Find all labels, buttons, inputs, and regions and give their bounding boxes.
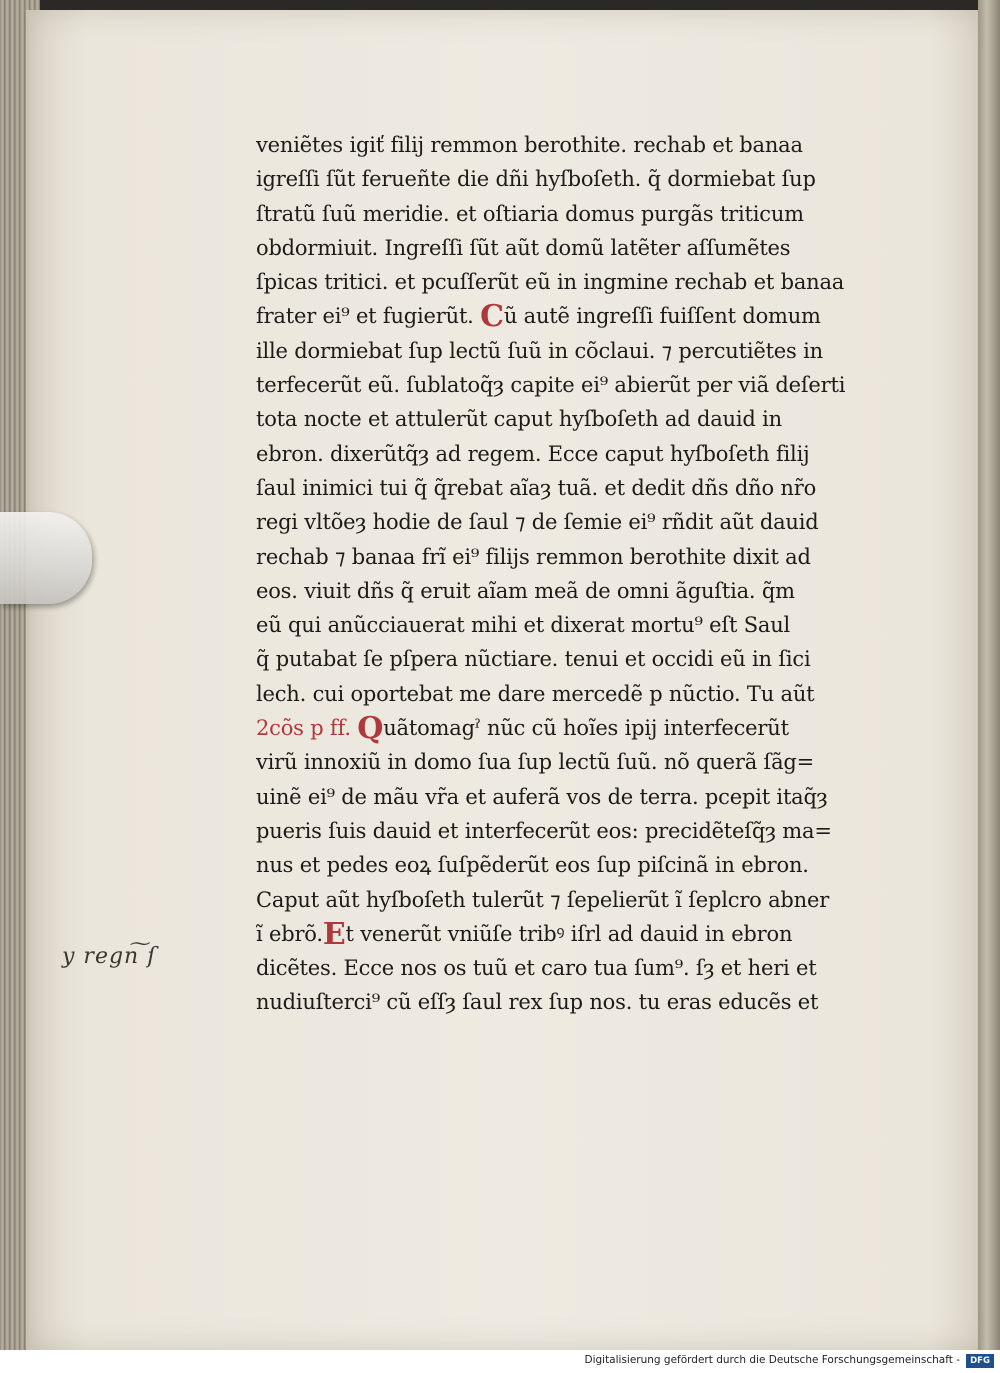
text-line: [256, 437, 876, 471]
text-line: [256, 334, 876, 368]
line-text: obdormiuit. Ingreſſi ſũt aũt domũ latẽter aſſumẽtes: [256, 235, 791, 260]
text-line: [256, 917, 876, 951]
line-text: virũ innoxiũ in domo ſua ſup lectũ ſuũ. nõ querã ſãg=: [256, 750, 815, 775]
text-line: [256, 471, 876, 505]
text-line: [256, 299, 876, 333]
line-text: terfecerũt eũ. ſublatoq̃ȝ capite ei⁹ abierũt per viã deſerti: [256, 373, 846, 398]
text-line: [256, 985, 876, 1019]
text-line: [256, 608, 876, 642]
line-text: ſpicas tritici. et pcuſſerũt eũ in ingmine rechab et banaa: [256, 270, 845, 295]
text-line: [256, 128, 876, 162]
handwritten-marginalia: y regn͠ ſ: [62, 944, 157, 969]
text-block: [256, 128, 876, 1020]
line-text: ebron. dixerũtq̃ȝ ad regem. Ecce caput hyſboſeth filij: [256, 441, 810, 466]
line-text: veniẽtes igiť filij remmon berothite. rechab et banaa: [256, 133, 803, 157]
text-line: [256, 848, 876, 882]
rubricated-initial: E: [322, 916, 346, 952]
text-line: [256, 745, 876, 779]
text-line: [256, 951, 876, 985]
funding-notice: Digitalisierung gefördert durch die Deutsche Forschungsgemeinschaft -: [584, 1354, 960, 1366]
line-text: ſtratũ ſuũ meridie. et oſtiaria domus purgãs triticum: [256, 201, 804, 226]
line-text: t venerũt vniũſe tribꝰ iſrl ad dauid in ebron: [345, 921, 793, 946]
line-text: ille dormiebat ſup lectũ ſuũ in cõclaui. ⁊ percutiẽtes in: [256, 338, 823, 363]
text-line: [256, 814, 876, 848]
line-text: nus et pedes eoꝝ ſuſpẽderũt eos ſup piſcinã in ebron.: [256, 853, 809, 878]
line-text: ĩ ebrõ.: [256, 921, 323, 946]
text-line: [256, 711, 876, 745]
line-text: ſaul inimici tui q̃ q̃rebat aĩaȝ tuã. et dedit dñs dño nr̃o: [256, 475, 817, 500]
line-text: ũ autẽ ingreſſi fuiſſent domum: [503, 304, 821, 329]
line-text: tota nocte et attulerũt caput hyſboſeth ad dauid in: [256, 407, 782, 432]
line-text: pueris ſuis dauid et interfecerũt eos: precidẽteſq̃ȝ ma=: [256, 818, 832, 843]
text-line: [256, 677, 876, 711]
rubricated-initial: Q: [357, 711, 384, 746]
text-line: [256, 368, 876, 402]
footer-bar: [0, 1350, 1000, 1373]
dfg-logo-icon: DFG: [966, 1354, 994, 1368]
line-text: igreſſi ſũt ferueñte die dñi hyſboſeth. q̃ dormiebat ſup: [256, 167, 816, 192]
text-line: [256, 883, 876, 917]
text-line: [256, 402, 876, 436]
text-line: [256, 540, 876, 574]
line-text: dicẽtes. Ecce nos os tuũ et caro tua ſum⁹. ſȝ et heri et: [256, 956, 817, 981]
line-text: eos. viuit dñs q̃ eruit aĩam meã de omni ãguſtia. q̃m: [256, 578, 795, 603]
text-line: [256, 197, 876, 231]
rubric-reference: 2cõs p ff.: [256, 716, 351, 741]
page-clip: [0, 512, 92, 604]
text-line: [256, 780, 876, 814]
line-text: q̃ putabat ſe pſpera nũctiare. tenui et occidi eũ in ſici: [256, 647, 811, 672]
text-line: [256, 642, 876, 676]
text-line: [256, 265, 876, 299]
line-text: frater ei⁹ et fugierũt.: [256, 304, 474, 329]
text-line: [256, 574, 876, 608]
line-text: uinẽ ei⁹ de mãu vr̃a et auferã vos de terra. pcepit itaq̃ȝ: [256, 784, 828, 809]
line-text: rechab ⁊ banaa frĩ ei⁹ filijs remmon berothite dixit ad: [256, 544, 811, 569]
book-fore-edge: [978, 0, 1000, 1350]
line-text: eũ qui anũcciauerat mihi et dixerat mortu⁹ eſt Saul: [256, 613, 791, 638]
text-line: [256, 162, 876, 196]
line-text: regi vltõeȝ hodie de ſaul ⁊ de ſemie ei⁹ rñdit aũt dauid: [256, 510, 819, 535]
line-text: Caput aũt hyſboſeth tulerũt ⁊ ſepelierũt ĩ ſeplcro abner: [256, 887, 830, 912]
text-line: [256, 505, 876, 539]
line-text: uãtomagˀ nũc cũ hoĩes ipij interfecerũt: [383, 716, 789, 741]
text-line: [256, 231, 876, 265]
line-text: lech. cui oportebat me dare mercedẽ p nũctio. Tu aũt: [256, 681, 815, 706]
line-text: nudiuſterci⁹ cũ eſſȝ ſaul rex ſup nos. tu eras educẽs et: [256, 990, 819, 1015]
rubricated-initial: C: [480, 299, 504, 334]
